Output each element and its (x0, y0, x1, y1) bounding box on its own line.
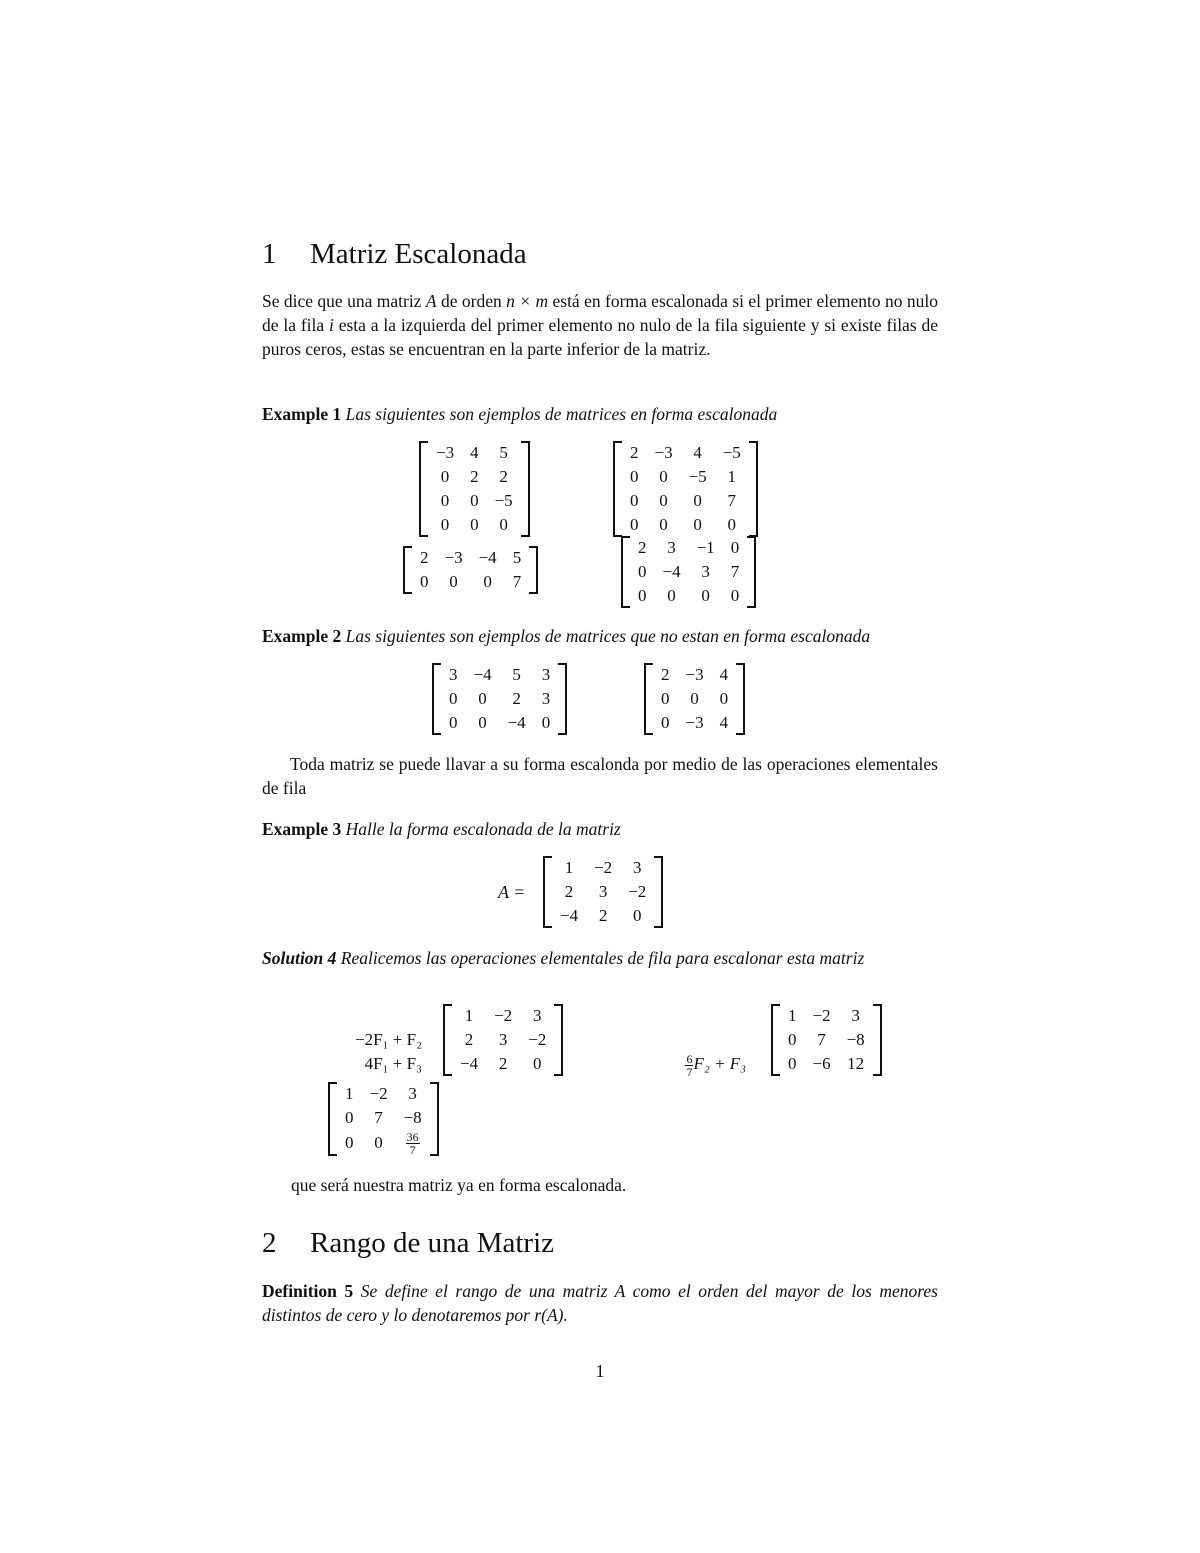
matrix-cell: 1 (464, 1006, 474, 1025)
matrix-cell: 0 (659, 491, 668, 510)
matrix-cell: 0 (730, 538, 740, 557)
definition-text: Se define el rango de una matriz (360, 1281, 615, 1301)
matrix-cell: 3 (541, 689, 551, 708)
matrix-cell: 0 (701, 586, 710, 605)
example1-matrix-4 (621, 536, 756, 608)
row-op: −2F₁ + F₂ (355, 1030, 422, 1049)
row-op (640, 1028, 746, 1052)
example2-matrix-2 (644, 663, 745, 735)
matrix-cell: 0 (693, 515, 702, 534)
matrix-row (630, 536, 747, 560)
matrix-cell: −3 (436, 443, 455, 462)
example2-matrix-1 (432, 663, 567, 735)
matrix-cell: −6 (812, 1054, 831, 1073)
matrix-cell: 0 (690, 689, 699, 708)
row-op (318, 1004, 422, 1028)
example-label: Example 3 (262, 819, 342, 839)
example-2 (262, 624, 938, 648)
section-number: 1 (262, 238, 277, 270)
matrix-cell: −8 (403, 1108, 422, 1127)
matrix-cell: 0 (374, 1132, 383, 1152)
matrix-cell: 0 (630, 467, 639, 486)
matrix-cell: 2 (499, 467, 508, 486)
math-A: A (614, 1281, 626, 1301)
matrix-cell: 0 (659, 515, 668, 534)
matrix-row (441, 687, 558, 711)
matrix-cell: 3 (632, 858, 642, 877)
matrix-cell: −3 (685, 713, 704, 732)
matrix-cell: 7 (512, 572, 522, 591)
matrix-row (452, 1052, 554, 1076)
matrix-cell: 0 (719, 689, 729, 708)
matrix-row (428, 441, 521, 465)
matrix-cell: 5 (499, 443, 508, 462)
matrix-cell: −2 (628, 882, 647, 901)
matrix-cell: 0 (440, 515, 450, 534)
matrix-row (412, 546, 529, 570)
example-text: Halle la forma escalonada de la matriz (345, 819, 621, 839)
matrix-cell: 0 (470, 515, 479, 534)
matrix-row (452, 1028, 554, 1052)
matrix-cell: 4 (719, 713, 729, 732)
row-op: $\frac{6}{7}$ F₂ + F₃ (686, 1051, 746, 1079)
matrix-cell: 2 (512, 689, 521, 708)
matrix-cell: 2 (598, 906, 608, 925)
solution-4 (262, 946, 938, 970)
matrix-cell: 0 (440, 467, 450, 486)
matrix-cell: 2 (564, 882, 574, 901)
page-number: 1 (595, 1361, 605, 1381)
intro-text: esta a la izquierda del primer elemento no nulo de la fila siguiente y si existe filas de puros ceros, estas se encuentran en la parte inferior de la matriz. (262, 315, 938, 359)
matrix-cell: 2 (630, 443, 639, 462)
matrix-cell: 3 (598, 882, 608, 901)
example-text: Las siguientes son ejemplos de matrices que no estan en forma escalonada (345, 626, 871, 646)
matrix-cell: 0 (470, 491, 479, 510)
operations-paragraph: Toda matriz se puede llavar a su forma escalonda por medio de las operaciones elementales de fila (262, 754, 938, 798)
matrix-cell: −2 (369, 1084, 388, 1103)
matrix-cell: 2 (470, 467, 479, 486)
matrix-cell: −3 (654, 443, 673, 462)
definition-text: como el orden del mayor de los menores distintos de cero y lo denotaremos por (262, 1281, 938, 1325)
matrix-row (552, 856, 654, 880)
matrix-row (552, 904, 654, 928)
matrix-row (337, 1082, 430, 1106)
matrix-cell: 3 (449, 665, 458, 684)
matrix-cell: 4 (719, 665, 729, 684)
section-1-heading (262, 238, 527, 271)
matrix-row (552, 880, 654, 904)
matrix-row (441, 663, 558, 687)
matrix-row (441, 711, 558, 735)
matrix-cell: 5 (512, 548, 522, 567)
step2-row-operations (640, 1004, 746, 1079)
section-title: Rango de una Matriz (310, 1227, 555, 1259)
matrix-row (630, 584, 747, 608)
matrix-cell: 1 (788, 1006, 797, 1025)
matrix-cell: −2 (812, 1006, 831, 1025)
matrix-cell: 0 (661, 713, 670, 732)
matrix-cell: 0 (638, 562, 647, 581)
matrix-cell: 0 (449, 689, 458, 708)
step1-matrix (443, 1004, 563, 1076)
intro-text: Se dice que una matriz (262, 291, 426, 311)
matrix-row (622, 465, 749, 489)
matrix-cell: 2 (464, 1030, 474, 1049)
matrix-cell: 0 (661, 689, 670, 708)
section-number: 2 (262, 1227, 277, 1259)
definition-5 (262, 1279, 938, 1327)
matrix-cell: 0 (630, 515, 639, 534)
matrix-row (428, 513, 521, 537)
matrix-cell: 7 (817, 1030, 826, 1049)
matrix-row (630, 560, 747, 584)
matrix-cell: 0 (730, 586, 740, 605)
matrix-cell: 0 (449, 713, 458, 732)
matrix-cell: 0 (788, 1054, 797, 1073)
matrix-cell: −4 (478, 548, 497, 567)
example3-lhs: A = (498, 882, 526, 902)
matrix-cell: −4 (473, 665, 492, 684)
matrix-cell: 7 (374, 1108, 383, 1127)
math-rank: r(A) (534, 1305, 564, 1325)
step3-matrix (328, 1082, 439, 1156)
step2-matrix (771, 1004, 882, 1076)
row-op: 4F₁ + F₃ (364, 1054, 422, 1073)
matrix-cell: 4 (693, 443, 702, 462)
matrix-cell: −3 (444, 548, 463, 567)
matrix-cell: 1 (345, 1084, 354, 1103)
matrix-cell: 7 (727, 491, 736, 510)
matrix-cell: 12 (847, 1054, 865, 1073)
matrix-row (337, 1130, 430, 1156)
row-op (640, 1004, 746, 1028)
example-text: Las siguientes son ejemplos de matrices en forma escalonada (345, 404, 778, 424)
matrix-row (622, 441, 749, 465)
example1-matrix-1 (419, 441, 530, 537)
matrix-row (412, 570, 529, 594)
intro-text: está en forma escalonada si el primer elemento no nulo de la fila (262, 291, 938, 335)
matrix-row (780, 1028, 873, 1052)
matrix-cell: 0 (478, 689, 487, 708)
definition-label: Definition 5 (262, 1281, 354, 1301)
matrix-cell: −3 (685, 665, 704, 684)
matrix-cell: 1 (564, 858, 574, 877)
matrix-cell: 3 (851, 1006, 860, 1025)
math-A: A (425, 291, 437, 311)
matrix-row (780, 1004, 873, 1028)
matrix-cell: 0 (345, 1132, 354, 1152)
matrix-cell: −2 (528, 1030, 547, 1049)
example-label: Example 1 (262, 404, 342, 424)
matrix-cell: −4 (460, 1054, 479, 1073)
matrix-cell: 3 (498, 1030, 508, 1049)
matrix-row (452, 1004, 554, 1028)
matrix-cell: 0 (420, 572, 429, 591)
matrix-cell: 0 (788, 1030, 797, 1049)
matrix-cell: 1 (727, 467, 736, 486)
final-paragraph: que será nuestra matriz ya en forma escalonada. (291, 1175, 627, 1195)
matrix-row (780, 1052, 873, 1076)
matrix-row (428, 465, 521, 489)
matrix-row (653, 663, 736, 687)
matrix-cell: −5 (722, 443, 741, 462)
matrix-cell: 3 (667, 538, 676, 557)
matrix-cell: 0 (727, 515, 736, 534)
matrix-cell: 0 (478, 713, 487, 732)
matrix-cell: −2 (494, 1006, 513, 1025)
matrix-row (622, 489, 749, 513)
matrix-cell: 0 (483, 572, 492, 591)
matrix-cell: −4 (662, 562, 681, 581)
matrix-cell: 3 (408, 1084, 417, 1103)
matrix-cell: 7 (730, 562, 740, 581)
matrix-cell: −2 (594, 858, 613, 877)
fraction: $\frac{6}{7}$ (686, 1051, 693, 1079)
example-label: Example 2 (262, 626, 342, 646)
step1-row-operations (318, 1004, 422, 1076)
intro-text: de orden (436, 291, 507, 311)
matrix-row (653, 711, 736, 735)
intro-paragraph (262, 289, 938, 361)
matrix-cell: 2 (420, 548, 429, 567)
matrix-row (622, 513, 749, 537)
matrix-cell: 0 (449, 572, 458, 591)
matrix-cell (396, 1130, 430, 1156)
section-2-heading (262, 1227, 554, 1260)
matrix-cell: 0 (345, 1108, 354, 1127)
matrix-cell: −8 (846, 1030, 865, 1049)
definition-text: . (563, 1305, 568, 1325)
example3-matrix (543, 856, 663, 928)
matrix-cell: 0 (499, 515, 508, 534)
section-title: Matriz Escalonada (310, 238, 527, 270)
matrix-cell: 0 (532, 1054, 542, 1073)
matrix-cell: −4 (560, 906, 579, 925)
example1-matrix-3 (403, 546, 538, 594)
matrix-row (428, 489, 521, 513)
matrix-cell: 2 (661, 665, 670, 684)
math-i: i (328, 315, 334, 335)
matrix-cell: −5 (494, 491, 513, 510)
matrix-cell: 0 (440, 491, 450, 510)
matrix-cell: 0 (630, 491, 639, 510)
solution-label: Solution 4 (262, 948, 337, 968)
matrix-cell: −1 (696, 538, 715, 557)
matrix-cell: 0 (667, 586, 676, 605)
matrix-cell: 0 (659, 467, 668, 486)
matrix-row (653, 687, 736, 711)
matrix-cell: 5 (512, 665, 521, 684)
matrix-cell: −4 (507, 713, 526, 732)
matrix-cell: 3 (532, 1006, 542, 1025)
matrix-cell: −5 (688, 467, 707, 486)
matrix-cell: 2 (498, 1054, 508, 1073)
matrix-row (337, 1106, 430, 1130)
example-1 (262, 402, 938, 426)
example1-matrix-2 (613, 441, 758, 537)
fraction: $\frac{36}{7}$ (406, 1129, 419, 1157)
solution-text: Realicemos las operaciones elementales de fila para escalonar esta matriz (340, 948, 865, 968)
matrix-cell: 0 (693, 491, 702, 510)
matrix-cell: 0 (541, 713, 551, 732)
example-3 (262, 817, 938, 841)
matrix-cell: 2 (638, 538, 647, 557)
matrix-cell: 3 (541, 665, 551, 684)
matrix-cell: 0 (632, 906, 642, 925)
matrix-cell: 0 (638, 586, 647, 605)
matrix-cell: 3 (701, 562, 710, 581)
math-n-by-m: n × m (506, 291, 549, 311)
matrix-cell: 4 (470, 443, 479, 462)
